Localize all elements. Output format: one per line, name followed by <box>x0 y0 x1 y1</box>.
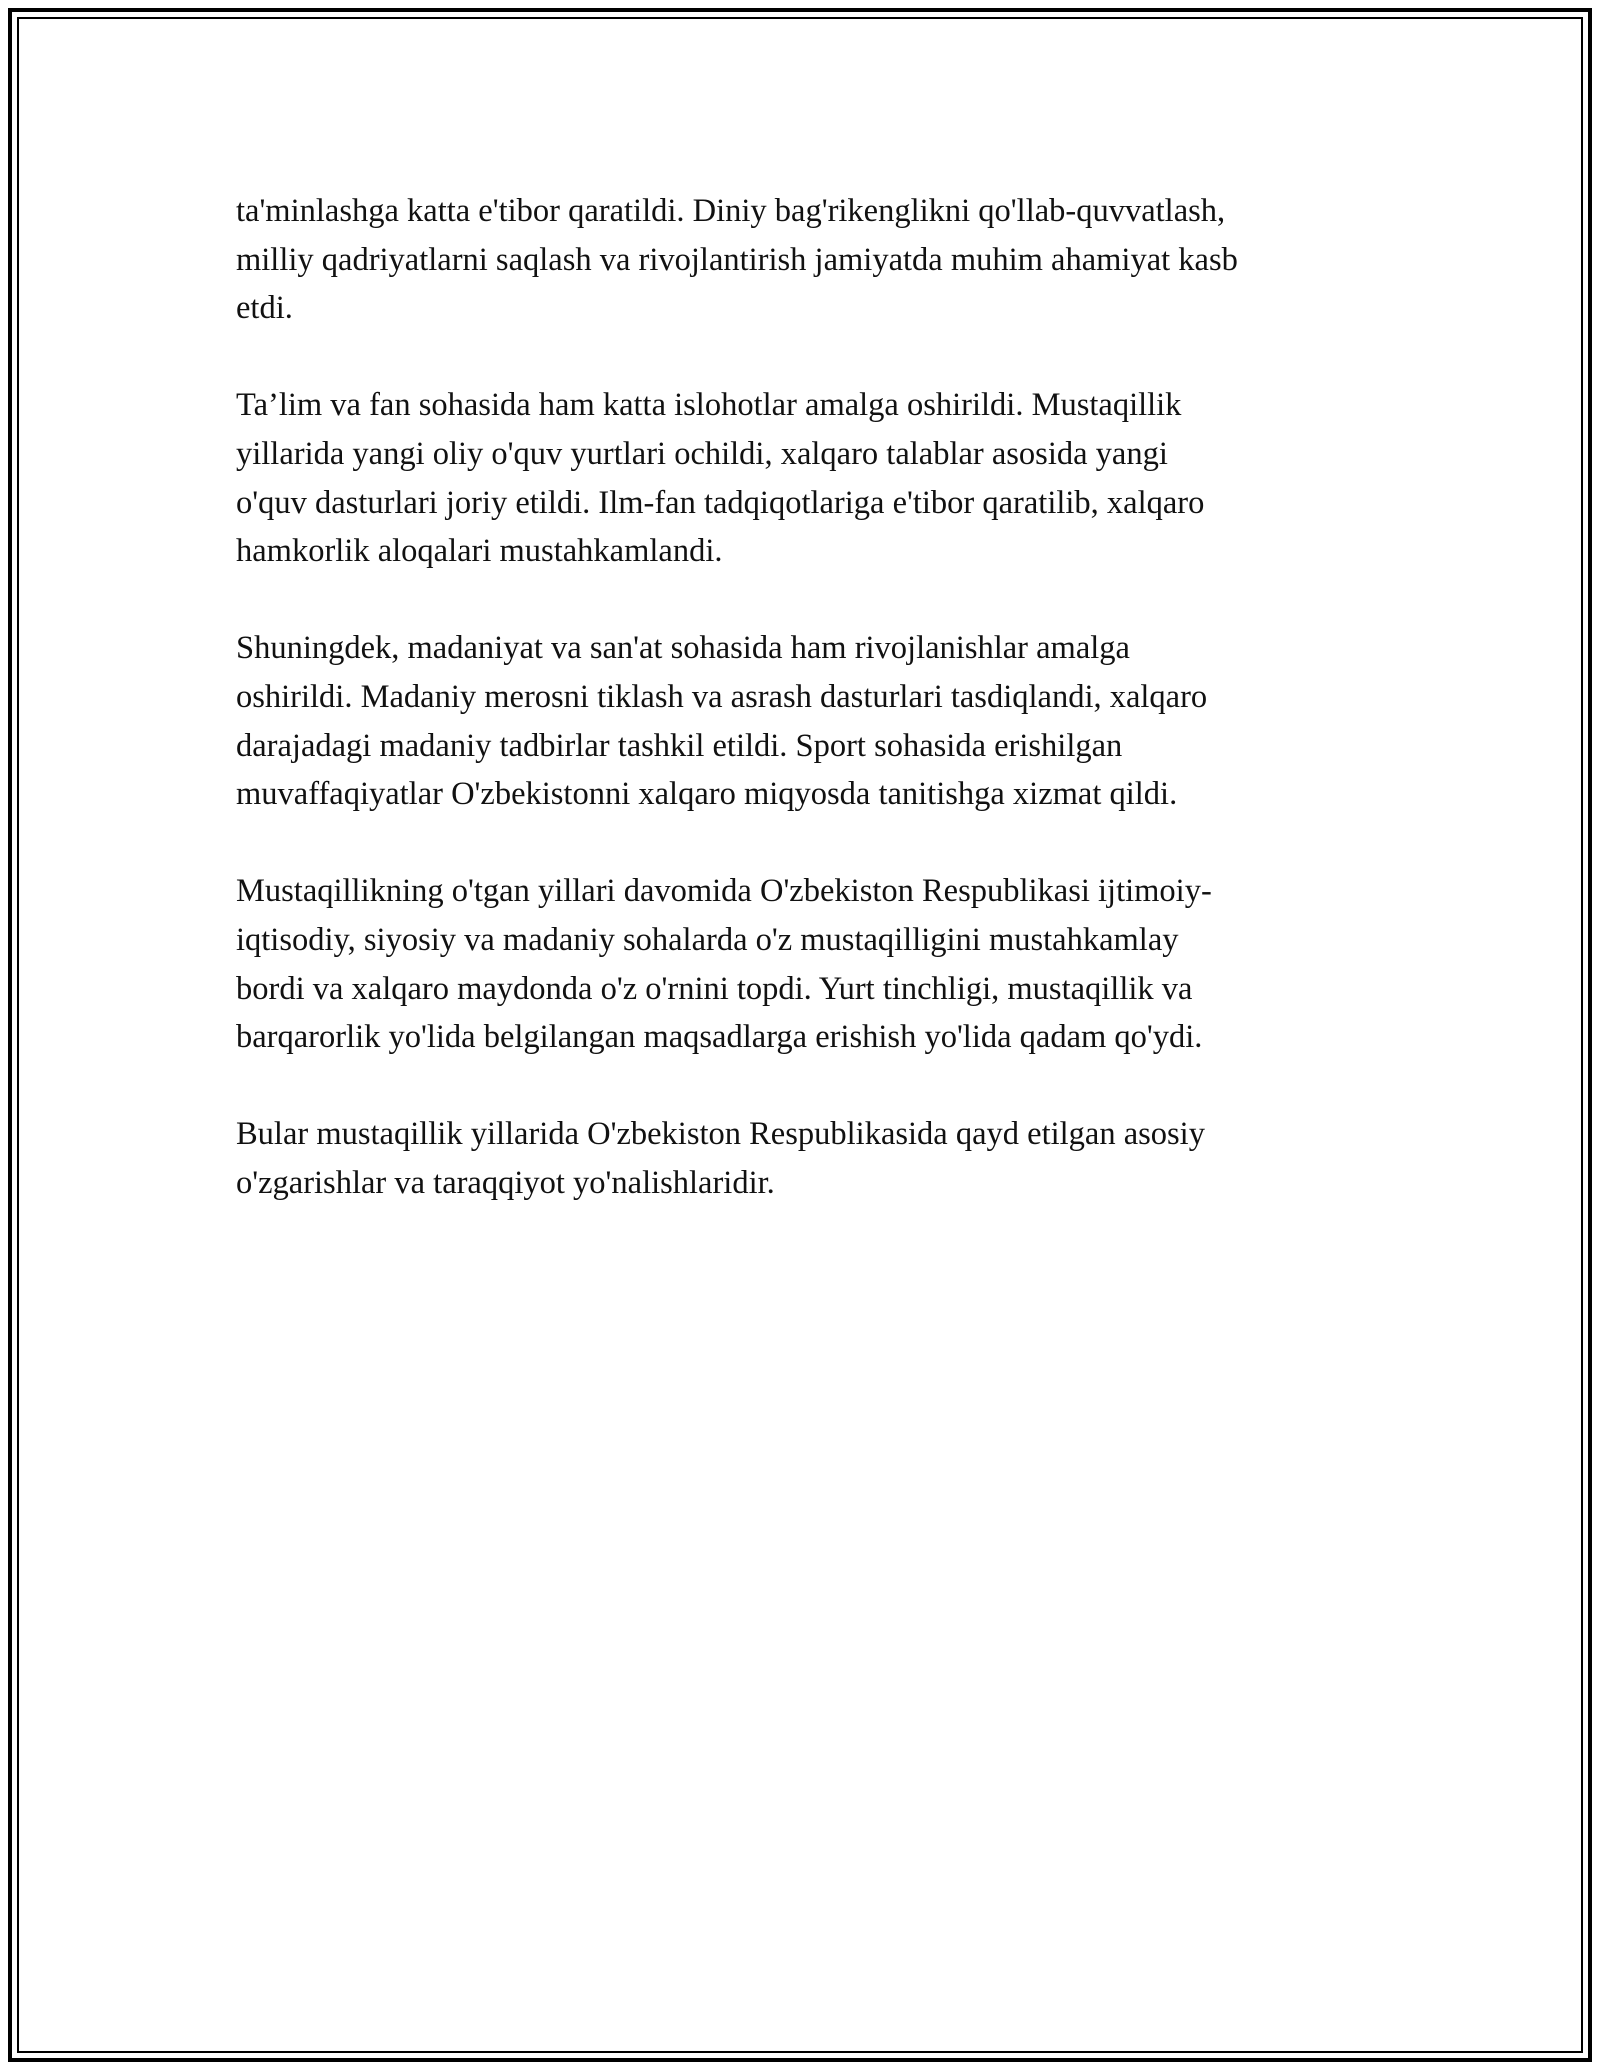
paragraph-independence-years: Mustaqillikning o'tgan yillari davomida O'zbekiston Respublikasi ijtimoiy- iqtisodiy, siyosiy va madaniy sohalarda o'z mustaqilligini mustahkamlay bordi va xalqaro maydonda o'z o'rnini topdi. Yurt tinchligi, mustaqillik va barqarorlik yo'lida belgilangan maqsadlarga erishish yo'lida qadam qo'ydi. <box>236 873 1212 1056</box>
paragraph-religious-tolerance: ta'minlashga katta e'tibor qaratildi. Diniy bag'rikenglikni qo'llab-quvvatlash, milliy qadriyatlarni saqlash va rivojlantirish jamiyatda muhim ahamiyat kasb etdi. <box>236 193 1238 327</box>
paragraph-culture-sport: Shuningdek, madaniyat va san'at sohasida ham rivojlanishlar amalga oshirildi. Madaniy merosni tiklash va asrash dasturlari tasdiqlandi, xalqaro darajadagi madaniy tadbirlar tashkil etildi. Sport sohasida erishilgan muvaffaqiyatlar O'zbekistonni xalqaro miqyosda tanitishga xizmat qildi. <box>236 630 1208 813</box>
paragraph-conclusion: Bular mustaqillik yillarida O'zbekiston Respublikasida qayd etilgan asosiy o'zgarishlar va taraqqiyot yo'nalishlaridir. <box>236 1116 1205 1201</box>
document-body <box>236 187 1376 1256</box>
paragraph-education-science: Ta’lim va fan sohasida ham katta islohotlar amalga oshirildi. Mustaqillik yillarida yangi oliy o'quv yurtlari ochildi, xalqaro talablar asosida yangi o'quv dasturlari joriy etildi. Ilm-fan tadqiqotlariga e'tibor qaratilib, xalqaro hamkorlik aloqalari mustahkamlandi. <box>236 387 1205 570</box>
